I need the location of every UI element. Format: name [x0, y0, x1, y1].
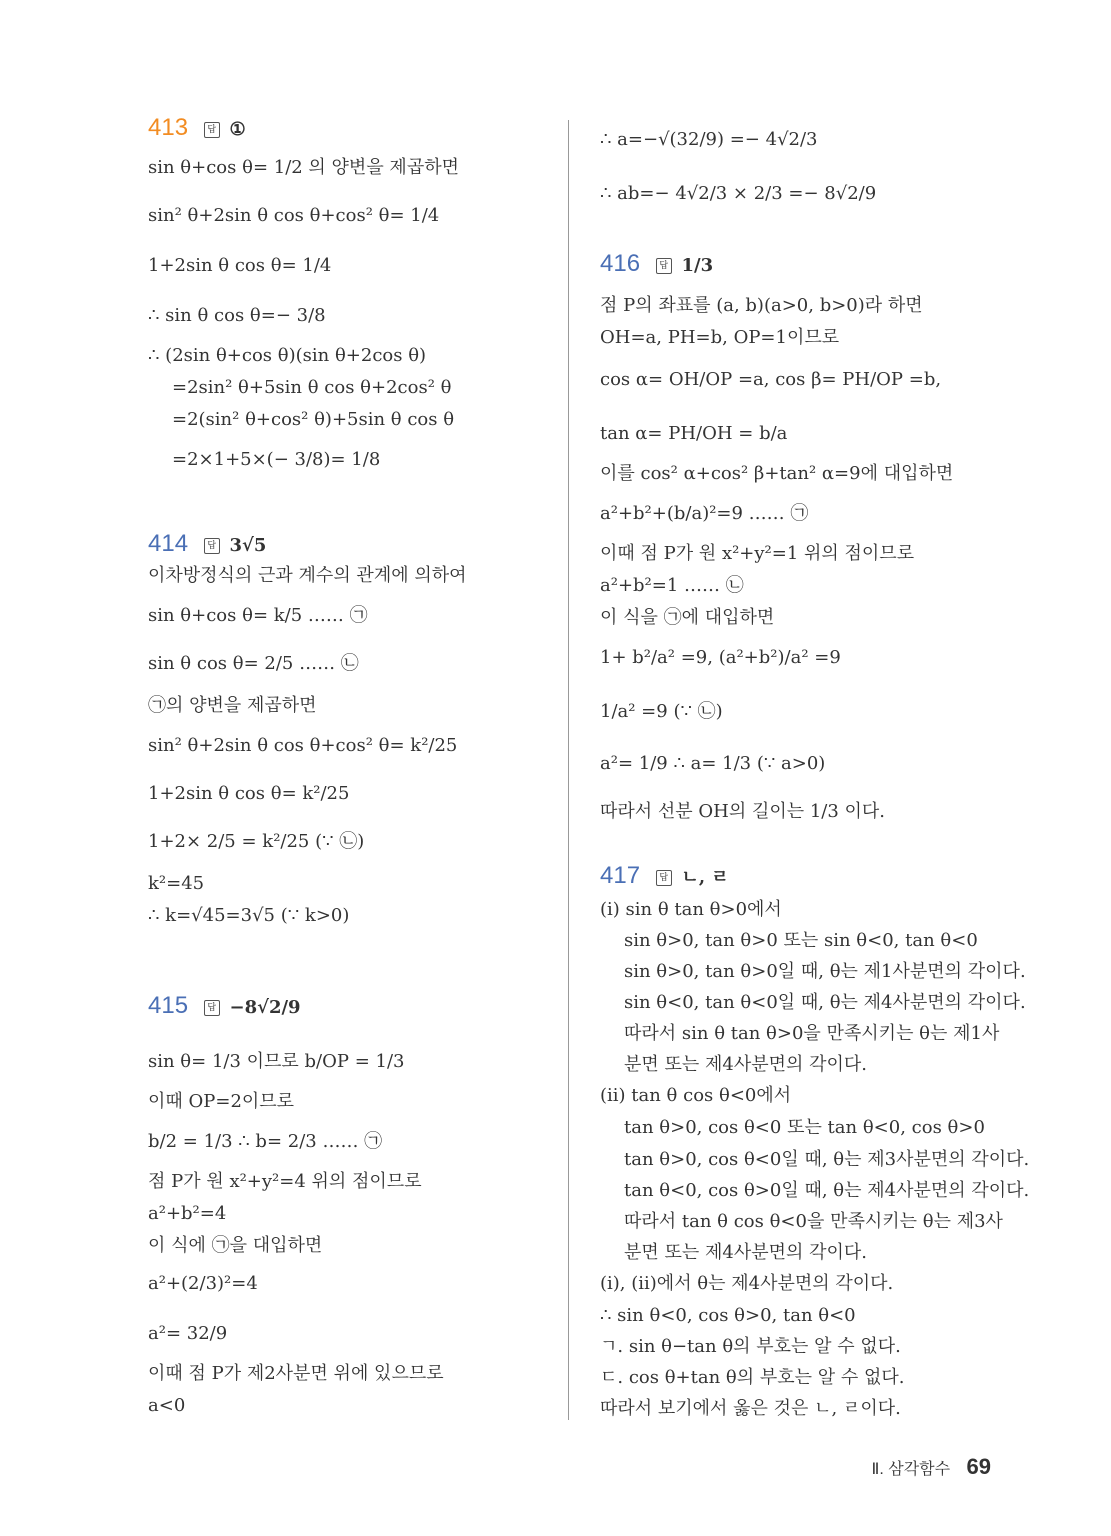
p417-line-2: sin θ>0, tan θ>0일 때, θ는 제1사분면의 각이다.	[624, 961, 1026, 982]
p415-line-7: a²= 32/9	[148, 1323, 228, 1344]
p414-line-4: sin² θ+2sin θ cos θ+cos² θ= k²/25	[148, 735, 458, 756]
answer-icon: 답	[656, 870, 672, 886]
p417-line-13: ∴ sin θ<0, cos θ>0, tan θ<0	[600, 1305, 856, 1326]
answer-icon: 답	[204, 1000, 220, 1016]
p417-line-6: (ⅱ) tan θ cos θ<0에서	[600, 1085, 792, 1106]
chapter-title: Ⅱ. 삼각함수	[871, 1461, 951, 1478]
p416-line-4: 이를 cos² α+cos² β+tan² α=9에 대입하면	[600, 463, 954, 484]
p414-line-5: 1+2sin θ cos θ= k²/25	[148, 783, 350, 804]
p417-line-12: (ⅰ), (ⅱ)에서 θ는 제4사분면의 각이다.	[600, 1273, 894, 1294]
p417-line-8: tan θ>0, cos θ<0일 때, θ는 제3사분면의 각이다.	[624, 1149, 1030, 1170]
p415-line-4: a²+b²=4	[148, 1203, 227, 1224]
p417-line-10: 따라서 tan θ cos θ<0을 만족시키는 θ는 제3사	[624, 1211, 1003, 1232]
p415-line-11: ∴ ab=− 4√2/3 × 2/3 =− 8√2/9	[600, 183, 877, 204]
p417-line-7: tan θ>0, cos θ<0 또는 tan θ<0, cos θ>0	[624, 1117, 985, 1138]
p413-line-6: =2(sin² θ+cos² θ)+5sin θ cos θ	[172, 409, 455, 430]
p413-line-3: ∴ sin θ cos θ=− 3/8	[148, 305, 326, 326]
problem-number: 417	[600, 862, 641, 889]
p417-line-11: 분면 또는 제4사분면의 각이다.	[624, 1242, 867, 1263]
p416-line-5: a²+b²+(b/a)²=9 …… ㉠	[600, 503, 809, 524]
answer-value: −8√2/9	[229, 997, 301, 1018]
p413-line-2: 1+2sin θ cos θ= 1/4	[148, 255, 332, 276]
answer-icon: 답	[204, 122, 220, 138]
p417-line-4: 따라서 sin θ tan θ>0을 만족시키는 θ는 제1사	[624, 1023, 1000, 1044]
p415-line-9: a<0	[148, 1395, 186, 1416]
p415-line-1: 이때 OP=2이므로	[148, 1091, 295, 1112]
p417-line-15: ㄷ. cos θ+tan θ의 부호는 알 수 없다.	[600, 1367, 905, 1388]
problem-415-header	[148, 994, 301, 1020]
p417-line-1: sin θ>0, tan θ>0 또는 sin θ<0, tan θ<0	[624, 930, 978, 951]
p416-line-0: 점 P의 좌표를 (a, b)(a>0, b>0)라 하면	[600, 295, 923, 316]
problem-number: 413	[148, 114, 189, 141]
answer-value: ①	[229, 119, 246, 140]
p417-line-16: 따라서 보기에서 옳은 것은 ㄴ, ㄹ이다.	[600, 1398, 901, 1419]
answer-value: 3√5	[229, 535, 267, 556]
p416-line-12: 따라서 선분 OH의 길이는 1/3 이다.	[600, 801, 886, 822]
p413-line-7: =2×1+5×(− 3/8)= 1/8	[172, 449, 381, 470]
p413-line-1: sin² θ+2sin θ cos θ+cos² θ= 1/4	[148, 205, 440, 226]
problem-414-header	[148, 532, 266, 558]
p416-line-8: 이 식을 ㉠에 대입하면	[600, 607, 775, 628]
p416-line-11: a²= 1/9 ∴ a= 1/3 (∵ a>0)	[600, 753, 826, 774]
p416-line-9: 1+ b²/a² =9, (a²+b²)/a² =9	[600, 647, 841, 668]
answer-value: 1/3	[681, 255, 714, 276]
p413-line-0: sin θ+cos θ= 1/2 의 양변을 제곱하면	[148, 157, 459, 178]
answer-icon: 답	[656, 258, 672, 274]
p415-line-8: 이때 점 P가 제2사분면 위에 있으므로	[148, 1363, 444, 1384]
p415-line-6: a²+(2/3)²=4	[148, 1273, 258, 1294]
p417-line-3: sin θ<0, tan θ<0일 때, θ는 제4사분면의 각이다.	[624, 992, 1026, 1013]
p415-line-0: sin θ= 1/3 이므로 b/OP = 1/3	[148, 1051, 405, 1072]
p413-line-4: ∴ (2sin θ+cos θ)(sin θ+2cos θ)	[148, 345, 427, 366]
page-number: 69	[966, 1454, 991, 1479]
p414-line-3: ㉠의 양변을 제곱하면	[148, 695, 317, 716]
p417-line-5: 분면 또는 제4사분면의 각이다.	[624, 1054, 867, 1075]
problem-417-header	[600, 864, 729, 890]
p416-line-6: 이때 점 P가 원 x²+y²=1 위의 점이므로	[600, 543, 915, 564]
p415-line-2: b/2 = 1/3 ∴ b= 2/3 …… ㉠	[148, 1131, 383, 1152]
p416-line-2: cos α= OH/OP =a, cos β= PH/OP =b,	[600, 369, 942, 390]
problem-number: 414	[148, 530, 189, 557]
p414-line-7: k²=45	[148, 873, 205, 894]
page-footer	[871, 1454, 991, 1480]
problem-416-header	[600, 252, 713, 278]
p416-line-7: a²+b²=1 …… ㉡	[600, 575, 744, 596]
p417-line-14: ㄱ. sin θ−tan θ의 부호는 알 수 없다.	[600, 1336, 901, 1357]
p413-line-5: =2sin² θ+5sin θ cos θ+2cos² θ	[172, 377, 452, 398]
answer-value: ㄴ, ㄹ	[681, 867, 729, 888]
problem-number: 415	[148, 992, 189, 1019]
problem-number: 416	[600, 250, 641, 277]
problem-413-header	[148, 116, 246, 142]
p415-line-10: ∴ a=−√(32/9) =− 4√2/3	[600, 129, 818, 150]
p414-line-1: sin θ+cos θ= k/5 …… ㉠	[148, 605, 368, 626]
p416-line-3: tan α= PH/OH = b/a	[600, 423, 788, 444]
p417-line-0: (ⅰ) sin θ tan θ>0에서	[600, 899, 782, 920]
p417-line-9: tan θ<0, cos θ>0일 때, θ는 제4사분면의 각이다.	[624, 1180, 1030, 1201]
column-divider	[568, 120, 569, 1420]
p416-line-10: 1/a² =9 (∵ ㉡)	[600, 701, 723, 722]
answer-icon: 답	[204, 538, 220, 554]
p414-line-8: ∴ k=√45=3√5 (∵ k>0)	[148, 905, 350, 926]
p414-line-0: 이차방정식의 근과 계수의 관계에 의하여	[148, 565, 467, 586]
p415-line-5: 이 식에 ㉠을 대입하면	[148, 1235, 323, 1256]
p416-line-1: OH=a, PH=b, OP=1이므로	[600, 327, 840, 348]
p414-line-6: 1+2× 2/5 = k²/25 (∵ ㉡)	[148, 831, 365, 852]
p415-line-3: 점 P가 원 x²+y²=4 위의 점이므로	[148, 1171, 422, 1192]
p414-line-2: sin θ cos θ= 2/5 …… ㉡	[148, 653, 359, 674]
